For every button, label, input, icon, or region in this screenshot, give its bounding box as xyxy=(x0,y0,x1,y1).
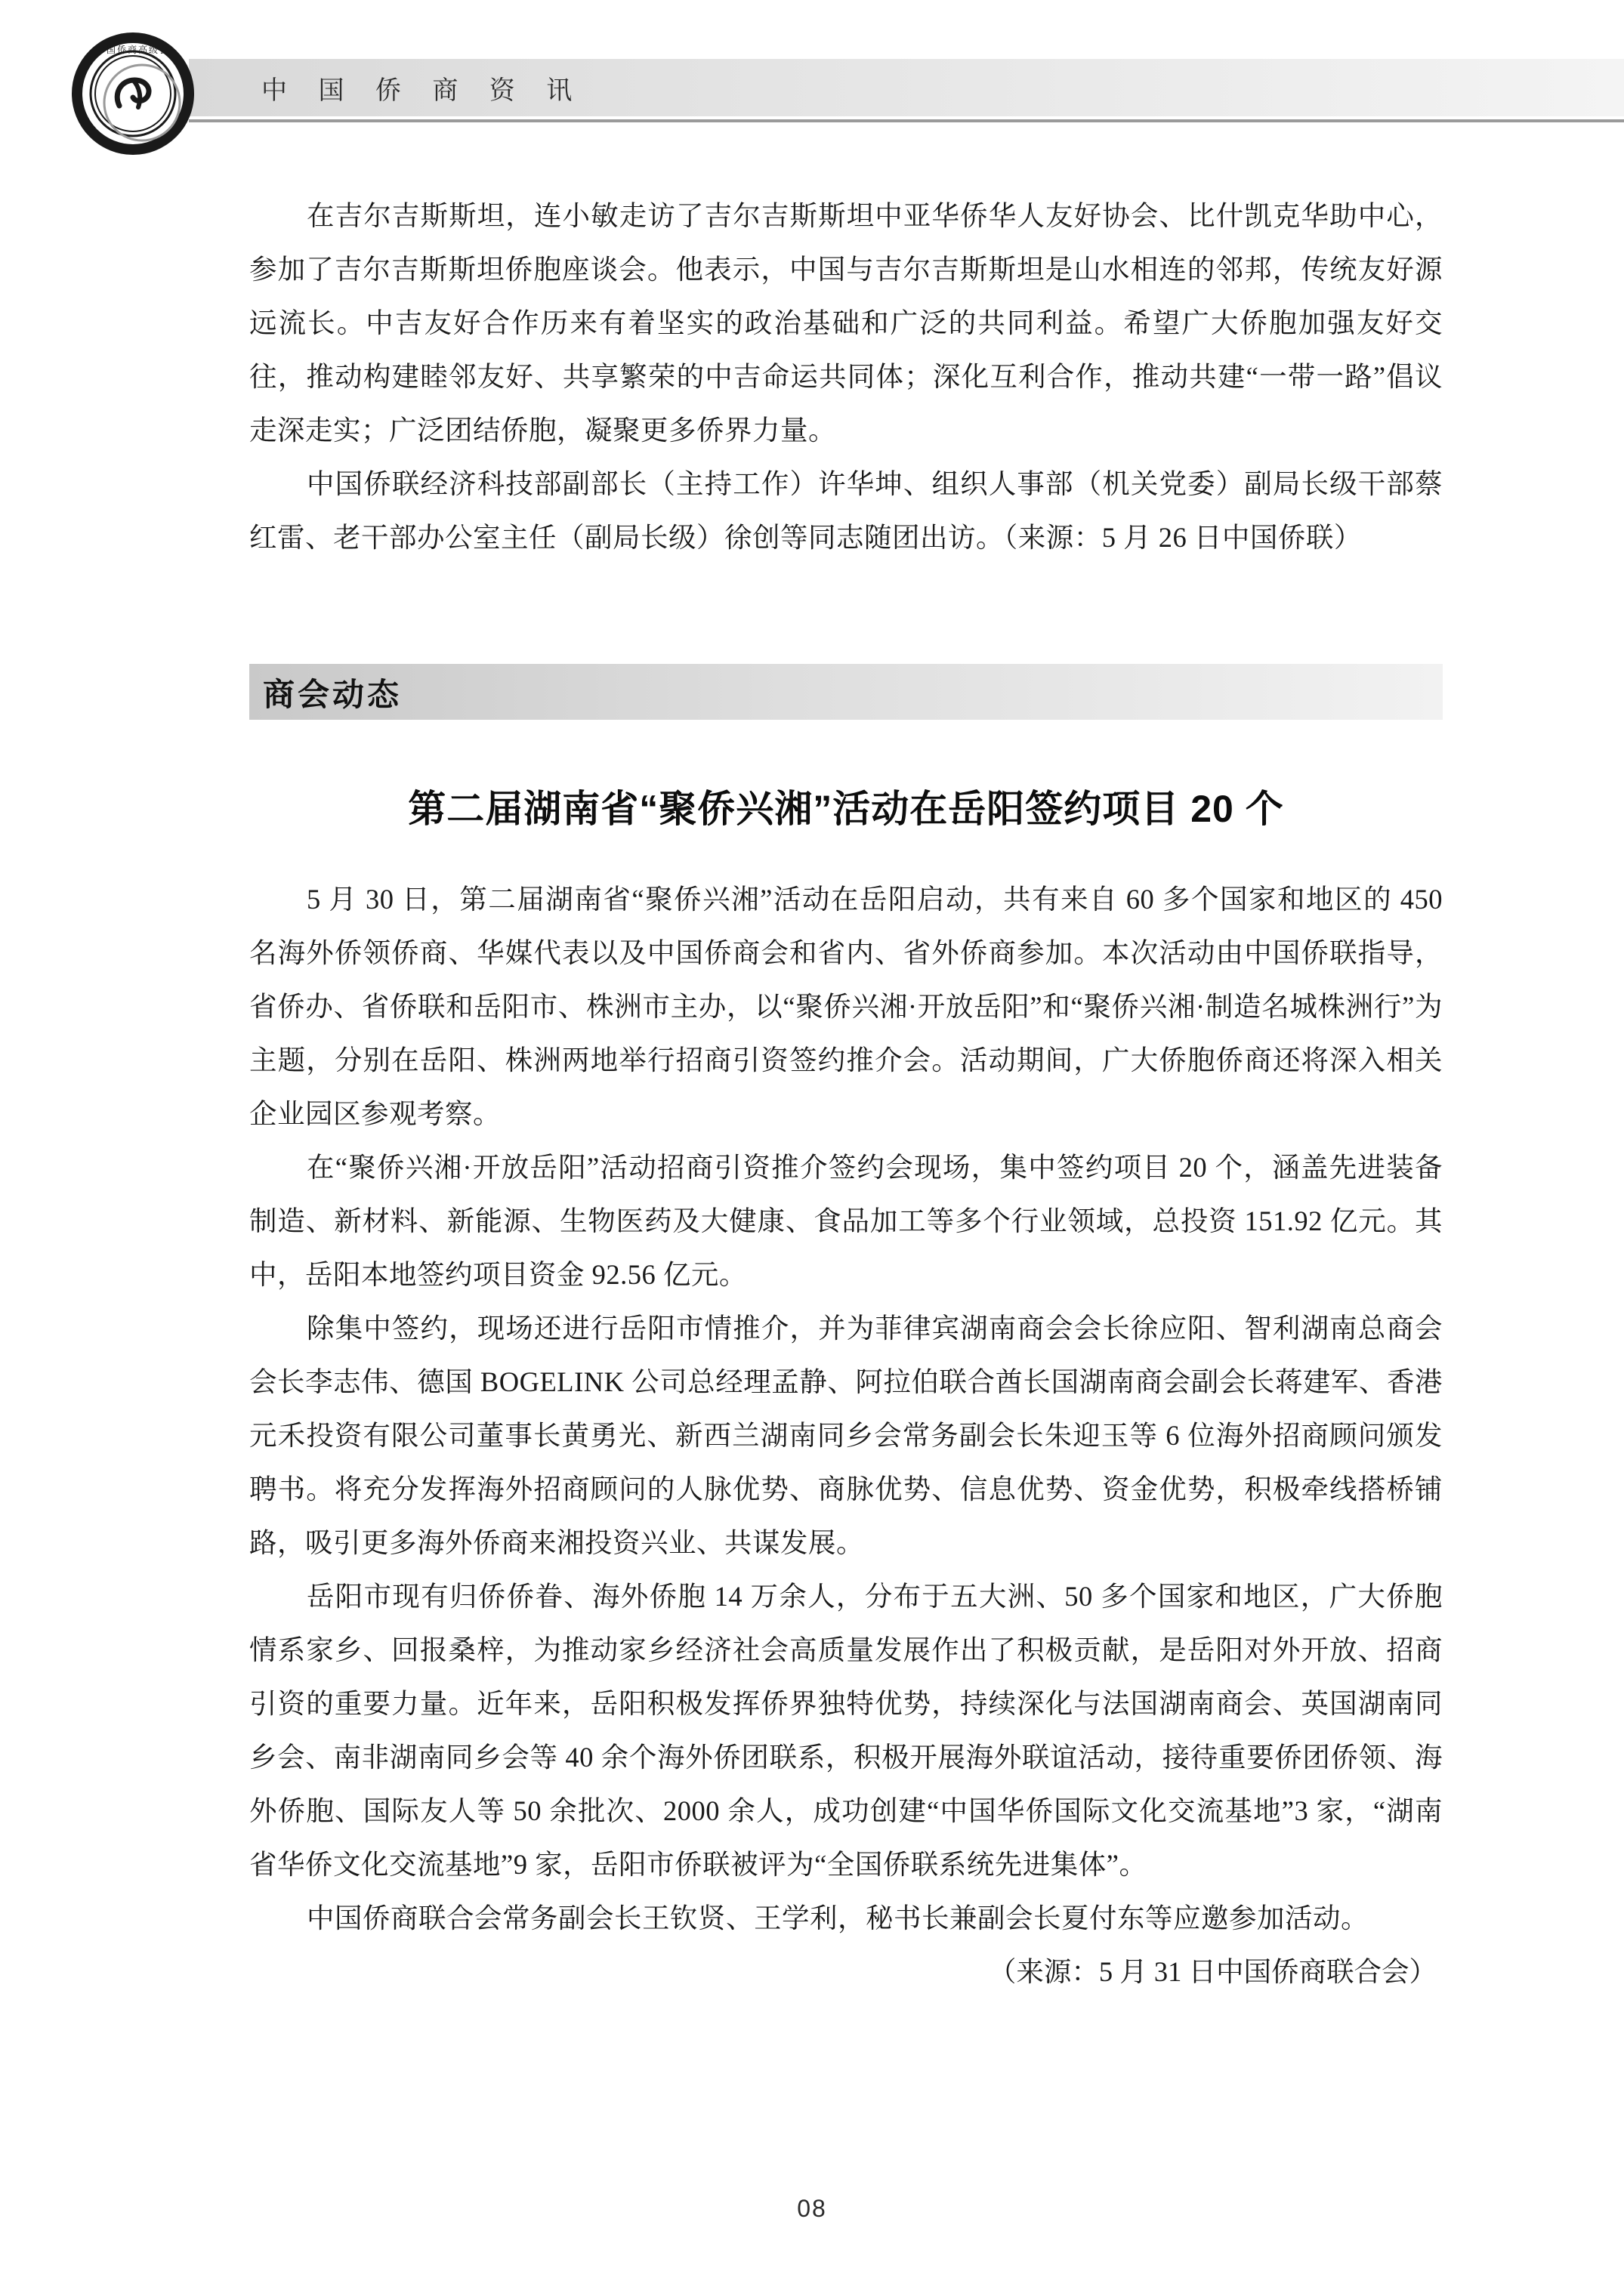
article-paragraph-3: 除集中签约，现场还进行岳阳市情推介，并为菲律宾湖南商会会长徐应阳、智利湖南总商会会长李志伟、德国 BOGELINK 公司总经理孟静、阿拉伯联合酋长国湖南商会副会长蒋建军、香港元禾投资有限公司董事长黄勇光、新西兰湖南同乡会常务副会长朱迎玉等 6 位海外招商顾问颁发聘书。将充分发挥海外招商顾问的人脉优势、商脉优势、信息优势、资金优势，积极牵线搭桥铺路，吸引更多海外侨商来湘投资兴业、共谋发展。 xyxy=(249,1313,1443,1558)
section-heading-label: 商会动态 xyxy=(263,677,403,712)
paragraph-continued-2: 中国侨联经济科技部副部长（主持工作）许华坤、组织人事部（机关党委）副局长级干部蔡红雷、老干部办公室主任（副局长级）徐创等同志随团出访。（来源：5 月 26 日中国侨联） xyxy=(249,468,1443,553)
publication-seal-logo xyxy=(66,30,210,174)
page-content xyxy=(249,189,1443,1998)
article-paragraph-2: 在“聚侨兴湘·开放岳阳”活动招商引资推介签约会现场，集中签约项目 20 个，涵盖先进装备制造、新材料、新能源、生物医药及大健康、食品加工等多个行业领域，总投资 151.92 亿元。其中，岳阳本地签约项目资金 92.56 亿元。 xyxy=(249,1152,1443,1290)
paragraph-continued-1: 在吉尔吉斯斯坦，连小敏走访了吉尔吉斯斯坦中亚华侨华人友好协会、比什凯克华助中心，参加了吉尔吉斯斯坦侨胞座谈会。他表示，中国与吉尔吉斯斯坦是山水相连的邻邦，传统友好源远流长。中吉友好合作历来有着坚实的政治基础和广泛的共同利益。希望广大侨胞加强友好交往，推动构建睦邻友好、共享繁荣的中吉命运共同体；深化互利合作，推动共建“一带一路”倡议走深走实；广泛团结侨胞，凝聚更多侨界力量。 xyxy=(249,200,1443,446)
section-heading-bar xyxy=(249,664,1443,720)
page-header xyxy=(0,0,1624,174)
article-paragraph-5: 中国侨商联合会常务副会长王钦贤、王学利，秘书长兼副会长夏付东等应邀参加活动。 xyxy=(307,1903,1369,1933)
svg-text:中国侨商高级会: 中国侨商高级会 xyxy=(95,45,171,55)
masthead-title: 中 国 侨 商 资 讯 xyxy=(261,76,585,105)
article-paragraph-4: 岳阳市现有归侨侨眷、海外侨胞 14 万余人，分布于五大洲、50 多个国家和地区，广大侨胞情系家乡、回报桑梓，为推动家乡经济社会高质量发展作出了积极贡献，是岳阳对外开放、招商引资的重要力量。近年来，岳阳积极发挥侨界独特优势，持续深化与法国湖南商会、英国湖南同乡会、南非湖南同乡会等 40 余个海外侨团联系，积极开展海外联谊活动，接待重要侨团侨领、海外侨胞、国际友人等 50 余批次、2000 余人，成功创建“中国华侨国际文化交流基地”3 家，“湖南省华侨文化交流基地”9 家，岳阳市侨联被评为“全国侨联系统先进集体”。 xyxy=(249,1581,1443,1880)
article-paragraph-1: 5 月 30 日，第二届湖南省“聚侨兴湘”活动在岳阳启动，共有来自 60 多个国家和地区的 450 名海外侨领侨商、华媒代表以及中国侨商会和省内、省外侨商参加。本次活动由中国侨联指导，省侨办、省侨联和岳阳市、株洲市主办，以“聚侨兴湘·开放岳阳”和“聚侨兴湘·制造名城株洲行”为主题，分别在岳阳、株洲两地举行招商引资签约推介会。活动期间，广大侨胞侨商还将深入相关企业园区参观考察。 xyxy=(249,884,1443,1129)
article-title: 第二届湖南省“聚侨兴湘”活动在岳阳签约项目 20 个 xyxy=(408,788,1284,830)
header-rule xyxy=(189,119,1624,122)
page-number: 08 xyxy=(797,2195,827,2222)
article-source: （来源：5 月 31 日中国侨商联合会） xyxy=(988,1956,1437,1987)
